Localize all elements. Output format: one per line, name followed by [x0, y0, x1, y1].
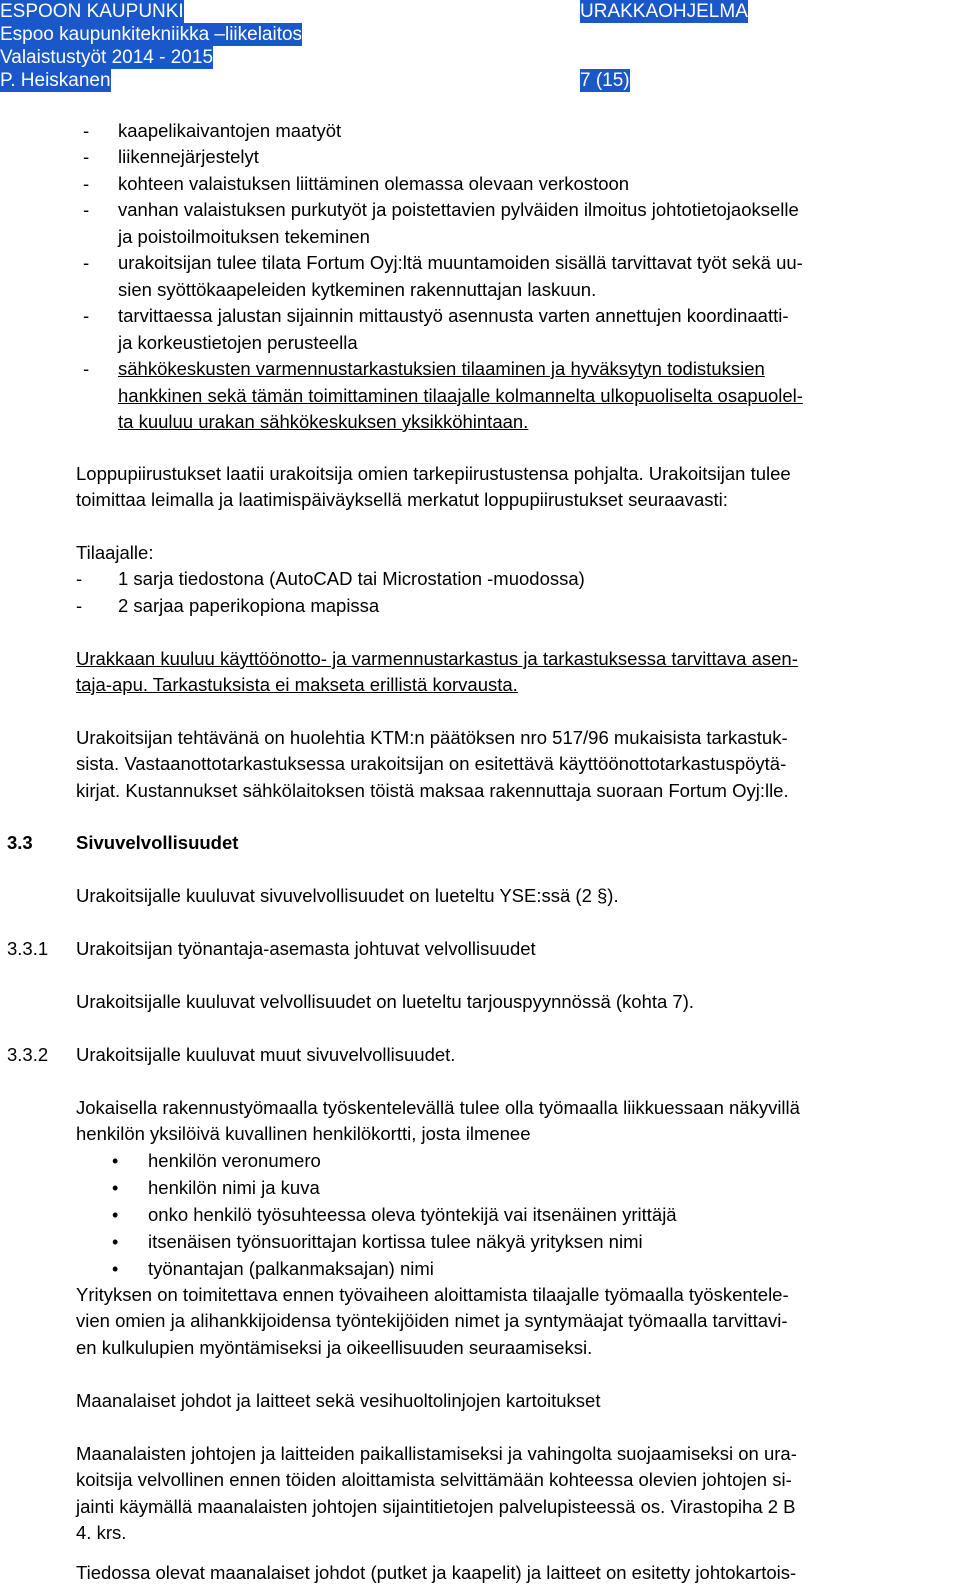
list-item: 2 sarjaa paperikopiona mapissa: [118, 595, 380, 616]
bullet-icon: •: [112, 1232, 119, 1252]
paragraph-line: vien omien ja alihankkijoidensa työntekijöiden nimet ja syntymäajat työmaalla tarvittavi-: [76, 1310, 788, 1331]
list-item: 1 sarja tiedostona (AutoCAD tai Microstation -muodossa): [118, 568, 585, 589]
dash: -: [83, 173, 90, 194]
dash: -: [83, 120, 90, 141]
header-unit: Espoo kaupunkitekniikka –liikelaitos: [0, 24, 303, 45]
paragraph-heading: Maanalaiset johdot ja laitteet sekä vesihuoltolinjojen kartoitukset: [76, 1390, 601, 1411]
section-number: 3.3.1: [7, 938, 49, 959]
paragraph-line: Urakoitsijalle kuuluvat sivuvelvollisuudet on lueteltu YSE:ssä (2 §).: [76, 885, 619, 906]
list-item: tarvittaessa jalustan sijainnin mittaustyö asennusta varten annettujen koordinaatti-: [118, 305, 789, 326]
bullet-icon: •: [112, 1259, 119, 1279]
tilaajalle-label: Tilaajalle:: [76, 542, 154, 563]
bullet-item: onko henkilö työsuhteessa oleva työntekijä vai itsenäinen yrittäjä: [148, 1204, 677, 1225]
paragraph-line: Maanalaisten johtojen ja laitteiden paikallistamiseksi ja vahingolta suojaamiseksi on ura-: [76, 1443, 797, 1464]
header-project: Valaistustyöt 2014 - 2015: [0, 47, 214, 68]
list-item-continuation: ja poistoilmoituksen tekeminen: [118, 226, 370, 247]
paragraph-line: 4. krs.: [76, 1522, 127, 1543]
bullet-icon: •: [112, 1178, 119, 1198]
dash: -: [83, 358, 90, 379]
header-doc-type: URAKKAOHJELMA: [580, 1, 748, 22]
paragraph-line: Urakoitsijalle kuuluvat velvollisuudet on lueteltu tarjouspyynnössä (kohta 7).: [76, 991, 695, 1012]
dash: -: [76, 595, 83, 616]
dash: -: [83, 305, 90, 326]
dash: -: [76, 568, 83, 589]
list-item: vanhan valaistuksen purkutyöt ja poistettavien pylväiden ilmoitus johtotietojaokselle: [118, 199, 799, 220]
paragraph-line: Urakkaan kuuluu käyttöönotto- ja varmennustarkastus ja tarkastuksessa tarvittava asen-: [76, 648, 798, 669]
header-author: P. Heiskanen: [0, 70, 111, 91]
paragraph-line: en kulkulupien myöntämiseksi ja oikeellisuuden seuraamiseksi.: [76, 1337, 593, 1358]
list-item-continuation: sien syöttökaapeleiden kytkeminen rakennuttajan laskuun.: [118, 279, 597, 300]
paragraph-line: Tiedossa olevat maanalaiset johdot (putket ja kaapelit) ja laitteet on esitetty johtokartois-: [76, 1562, 797, 1583]
section-number: 3.3: [7, 832, 33, 853]
section-title: Sivuvelvollisuudet: [76, 832, 239, 853]
list-item: kaapelikaivantojen maatyöt: [118, 120, 342, 141]
paragraph-line: henkilön yksilöivä kuvallinen henkilökortti, josta ilmenee: [76, 1123, 531, 1144]
section-title: Urakoitsijan työnantaja-asemasta johtuvat velvollisuudet: [76, 938, 536, 959]
list-item-continuation: ta kuuluu urakan sähkökeskuksen yksikköhintaan.: [118, 411, 529, 432]
dash: -: [83, 199, 90, 220]
bullet-icon: •: [112, 1205, 119, 1225]
bullet-item: itsenäisen työnsuorittajan kortissa tulee näkyä yrityksen nimi: [148, 1231, 643, 1252]
dash: -: [83, 146, 90, 167]
list-item: sähkökeskusten varmennustarkastuksien tilaaminen ja hyväksytyn todistuksien: [118, 358, 765, 379]
section-number: 3.3.2: [7, 1044, 49, 1065]
section-title: Urakoitsijalle kuuluvat muut sivuvelvollisuudet.: [76, 1044, 456, 1065]
bullet-item: työnantajan (palkanmaksajan) nimi: [148, 1258, 434, 1279]
paragraph-line: taja-apu. Tarkastuksista ei makseta erillistä korvausta.: [76, 674, 518, 695]
paragraph-line: toimittaa leimalla ja laatimispäiväyksellä merkatut loppupiirustukset seuraavasti:: [76, 489, 728, 510]
bullet-item: henkilön veronumero: [148, 1150, 321, 1171]
bullet-item: henkilön nimi ja kuva: [148, 1177, 320, 1198]
paragraph-line: sista. Vastaanottotarkastuksessa urakoitsijan on esitettävä käyttöönottotarkastuspöytä-: [76, 753, 787, 774]
paragraph-line: Urakoitsijan tehtävänä on huolehtia KTM:n päätöksen nro 517/96 mukaisista tarkastuk-: [76, 727, 788, 748]
list-item: urakoitsijan tulee tilata Fortum Oyj:ltä muuntamoiden sisällä tarvittavat työt sekä uu-: [118, 252, 803, 273]
paragraph-line: Jokaisella rakennustyömaalla työskentelevällä tulee olla työmaalla liikkuessaan näkyvillä: [76, 1097, 800, 1118]
list-item-continuation: ja korkeustietojen perusteella: [118, 332, 358, 353]
list-item-continuation: hankkinen sekä tämän toimittaminen tilaajalle kolmannelta ulkopuoliselta osapuolel-: [118, 385, 803, 406]
paragraph-line: Yrityksen on toimitettava ennen työvaiheen aloittamista tilaajalle työmaalla työskentele-: [76, 1284, 789, 1305]
paragraph-line: koitsija velvollinen ennen töiden aloittamista selvittämään kohteessa olevien johtojen si-: [76, 1469, 792, 1490]
list-item: kohteen valaistuksen liittäminen olemassa olevaan verkostoon: [118, 173, 630, 194]
list-item: liikennejärjestelyt: [118, 146, 259, 167]
header-org: ESPOON KAUPUNKI: [0, 1, 184, 22]
paragraph-line: jainti käymällä maanalaisten johtojen sijaintitietojen palvelupisteessä os. Virastopiha 2 B: [76, 1496, 796, 1517]
paragraph-line: kirjat. Kustannukset sähkölaitoksen töistä maksaa rakennuttaja suoraan Fortum Oyj:lle.: [76, 780, 789, 801]
paragraph-line: Loppupiirustukset laatii urakoitsija omien tarkepiirustustensa pohjalta. Urakoitsijan tulee: [76, 463, 791, 484]
dash: -: [83, 252, 90, 273]
header-page-number: 7 (15): [580, 70, 630, 91]
bullet-icon: •: [112, 1151, 119, 1171]
